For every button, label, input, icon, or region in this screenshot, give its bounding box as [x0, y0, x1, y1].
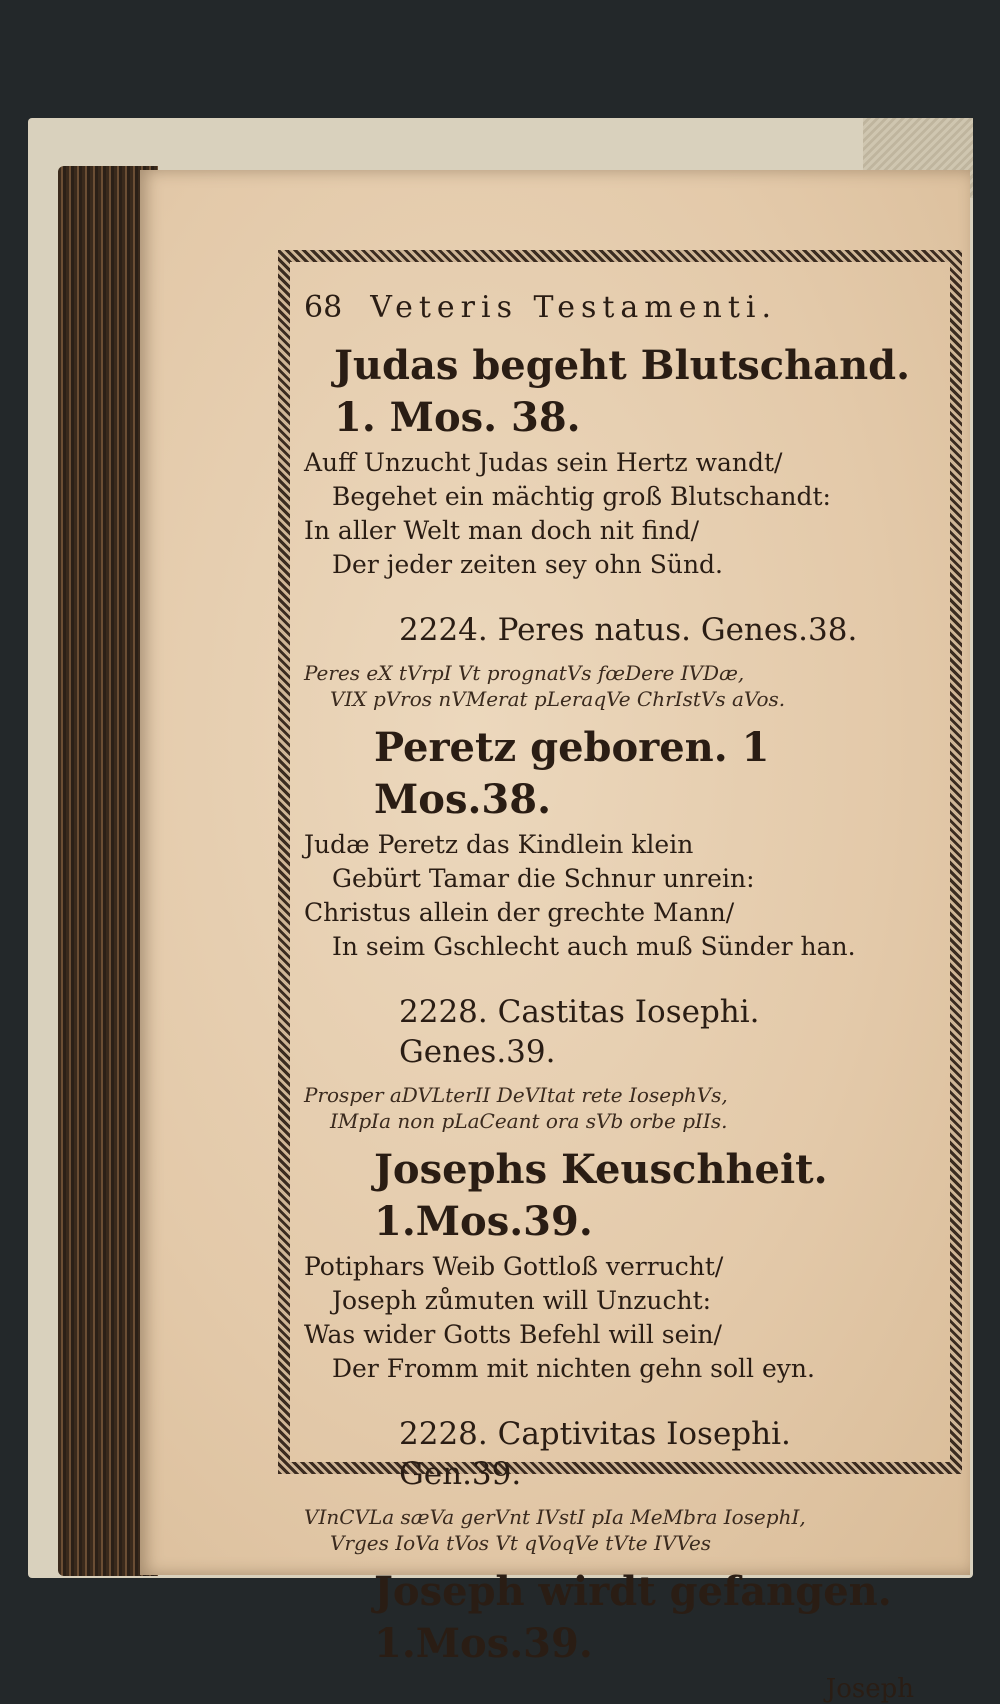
verse: [304, 1250, 914, 1386]
latin-distich: [304, 660, 914, 712]
section-heading: Peretz geboren. 1 Mos.38.: [374, 724, 770, 823]
latin-distich: [304, 1082, 914, 1134]
running-header: [304, 290, 914, 334]
verse-line: In seim Gschlecht auch muß Sünder han.: [332, 932, 856, 961]
page-content: [304, 290, 914, 1704]
verse-line: In aller Welt man doch nit find/: [304, 516, 700, 545]
verse-line: Gebürt Tamar die Schnur unrein:: [332, 864, 755, 893]
section-heading: Josephs Keuschheit. 1.Mos.39.: [374, 1146, 828, 1245]
verse-line: Potiphars Weib Gottloß verrucht/: [304, 1252, 724, 1281]
verse-line: Judæ Peretz das Kindlein klein: [304, 830, 694, 859]
dateline: 2228. Captivitas Iosephi. Gen.39.: [399, 1416, 791, 1492]
verse-line: Was wider Gotts Befehl will sein/: [304, 1320, 722, 1349]
verse-line: Der Fromm mit nichten gehn soll eyn.: [332, 1354, 815, 1383]
latin-line: Prosper aDVLterII DeVItat rete IosephVs,: [304, 1083, 728, 1107]
latin-line: IMpIa non pLaCeant ora sVb orbe pIIs.: [330, 1109, 728, 1133]
dateline: 2224. Peres natus. Genes.38.: [399, 612, 858, 648]
latin-line: Peres eX tVrpI Vt prognatVs fœDere IVDæ,: [304, 661, 745, 685]
verse-line: Christus allein der grechte Mann/: [304, 898, 735, 927]
latin-line: Vrges IoVa tVos Vt qVoqVe tVte IVVes: [330, 1531, 712, 1555]
verse: [304, 446, 914, 582]
latin-line: VInCVLa sæVa gerVnt IVstI pIa MeMbra IosephI,: [304, 1505, 806, 1529]
catchword: Joseph: [825, 1674, 914, 1704]
verse-line: Begehet ein mächtig groß Blutschandt:: [332, 482, 831, 511]
page-number: 68: [304, 290, 343, 325]
running-title: Veteris Testamenti.: [370, 290, 778, 325]
latin-line: VIX pVros nVMerat pLeraqVe ChrIstVs aVos.: [330, 687, 786, 711]
latin-distich: [304, 1504, 914, 1556]
verse-line: Auff Unzucht Judas sein Hertz wandt/: [304, 448, 783, 477]
dateline: 2228. Castitas Iosephi. Genes.39.: [399, 994, 760, 1070]
verse-line: Joseph zůmuten will Unzucht:: [332, 1286, 712, 1315]
section-heading: Judas begeht Blutschand. 1. Mos. 38.: [334, 342, 911, 441]
verse: [304, 828, 914, 964]
verse-line: Der jeder zeiten sey ohn Sünd.: [332, 550, 724, 579]
section-heading: Joseph wirdt gefangen. 1.Mos.39.: [374, 1568, 892, 1667]
